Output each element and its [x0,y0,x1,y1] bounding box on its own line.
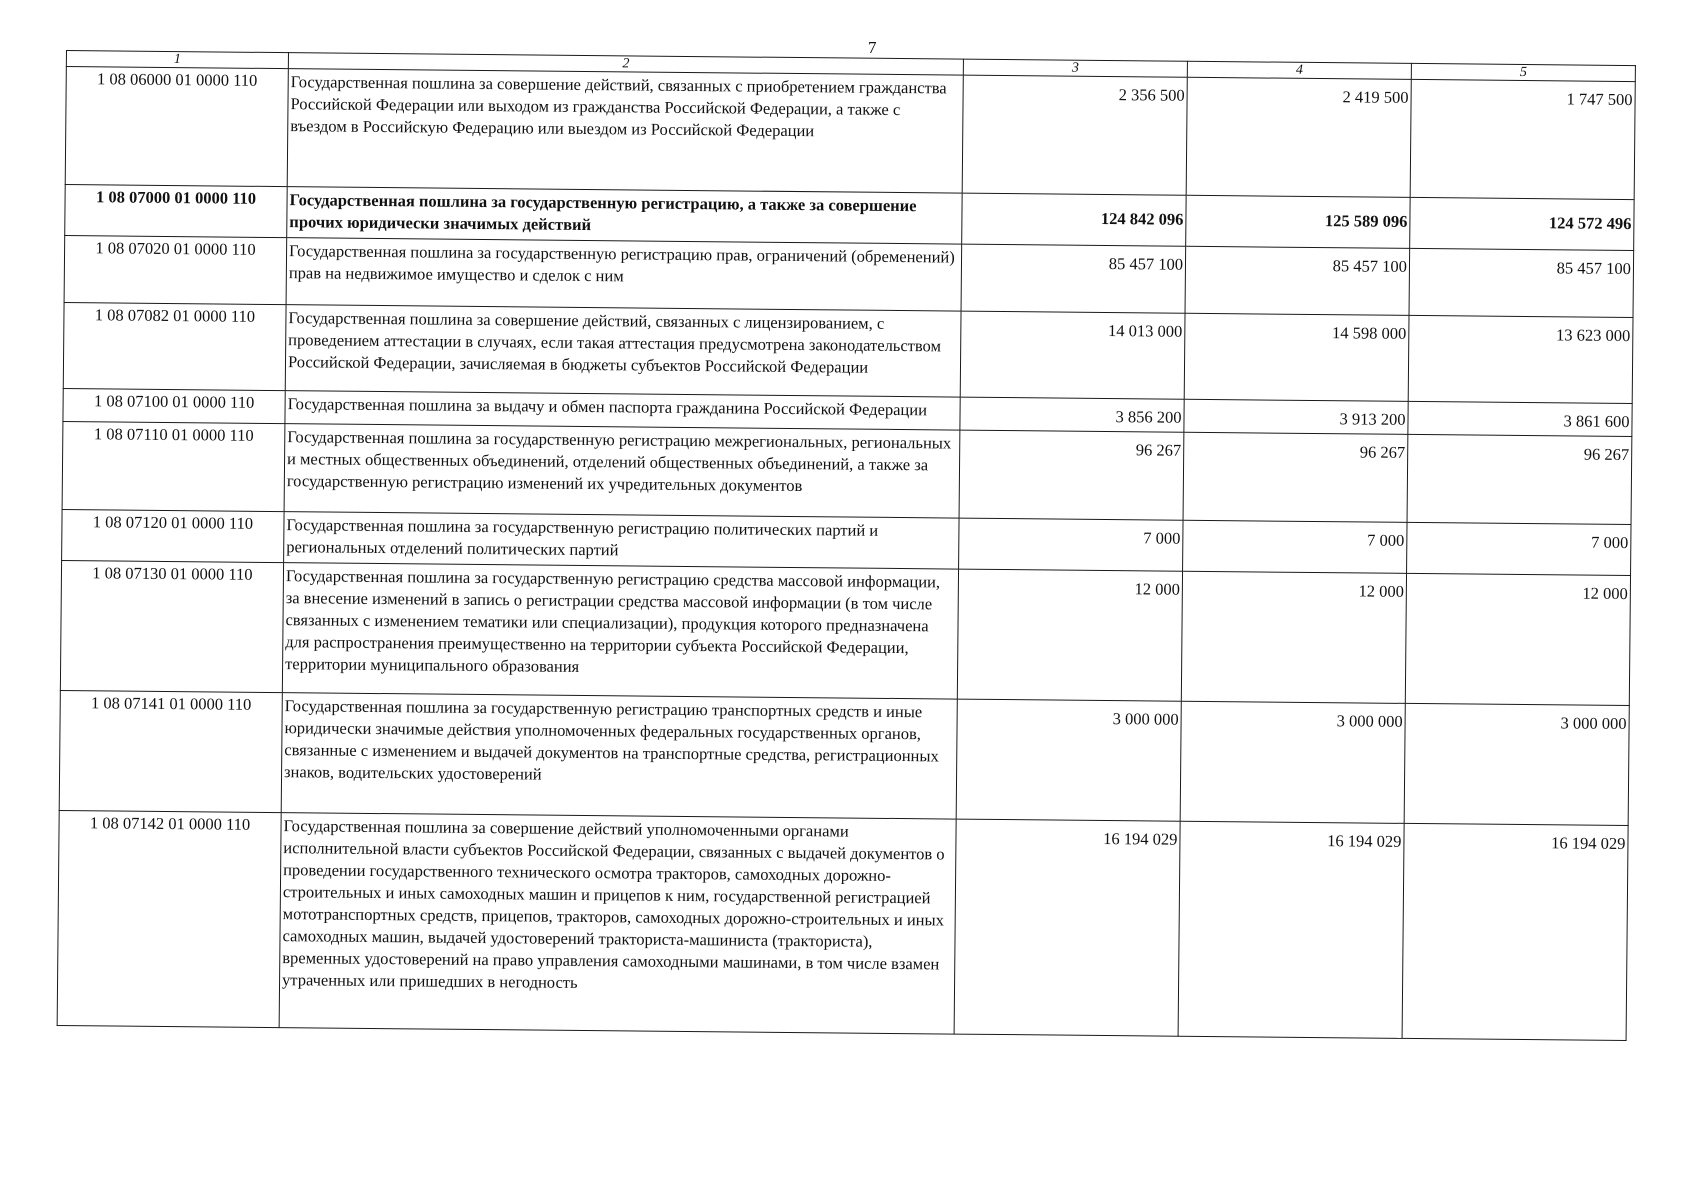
amount-col5-cell: 1 747 500 [1410,79,1635,199]
amount-col4-cell: 16 194 029 [1178,821,1404,1038]
amount-col4-cell: 12 000 [1181,571,1406,703]
budget-code-cell: 1 08 07110 01 0000 110 [62,421,285,511]
budget-code-cell: 1 08 07000 01 0000 110 [65,184,287,237]
amount-col3-cell: 124 842 096 [962,193,1186,246]
amount-col4-cell: 3 000 000 [1180,701,1405,823]
amount-col4-cell: 125 589 096 [1186,195,1410,248]
amount-col5-cell: 3 861 600 [1408,401,1632,436]
amount-col3-cell: 96 267 [959,430,1184,520]
table-row [60,560,1630,705]
revenue-name-cell: Государственная пошлина за государственную регистрацию транспортных средств и иные юридически значимые действия уполномоченных федеральных государственных органов, связанные с изменением и выдачей документов на транспортные средства, регистрационных знаков, водительских удостоверений [281,693,957,819]
revenue-name-cell: Государственная пошлина за государственную регистрацию межрегиональных, региональных и местных общественных объединений, отделений общественных объединений, а также за государственную регистрацию изменений их учредительных документов [284,424,960,518]
revenue-name-cell: Государственная пошлина за государственную регистрацию политических партий и региональных отделений политических партий [284,512,959,569]
column-number-header: 1 [66,51,288,69]
revenue-name-cell: Государственная пошлина за выдачу и обмен паспорта гражданина Российской Федерации [285,391,960,430]
table-row [65,67,1635,200]
amount-col5-cell: 12 000 [1405,573,1630,705]
column-number-header: 2 [288,53,963,75]
amount-col3-cell: 2 356 500 [962,75,1187,195]
budget-code-cell: 1 08 07141 01 0000 110 [59,690,282,812]
table-row [57,810,1628,1040]
table-body [57,67,1635,1041]
table-row [59,690,1629,825]
amount-col3-cell: 16 194 029 [954,819,1180,1036]
amount-col4-cell: 2 419 500 [1186,77,1411,197]
amount-col3-cell: 85 457 100 [961,244,1186,313]
budget-code-cell: 1 08 07082 01 0000 110 [63,302,286,390]
amount-col4-cell: 14 598 000 [1184,313,1409,401]
amount-col3-cell: 3 000 000 [956,699,1181,821]
budget-code-cell: 1 08 07100 01 0000 110 [63,388,285,423]
budget-code-cell: 1 08 06000 01 0000 110 [65,67,288,187]
amount-col3-cell: 3 856 200 [960,397,1184,432]
amount-col3-cell: 7 000 [959,518,1183,571]
amount-col4-cell: 85 457 100 [1185,246,1410,315]
table-row [63,302,1633,403]
revenue-name-cell: Государственная пошлина за совершение действий, связанных с лицензированием, с проведением аттестации в случаях, если такая аттестация предусмотрена законодательством Российской Федерации, зачисляемая в бюджеты субъектов Российской Федерации [285,305,961,397]
amount-col4-cell: 7 000 [1183,520,1407,573]
column-number-header: 4 [1187,61,1411,79]
revenue-name-cell: Государственная пошлина за государственную регистрацию, а также за совершение прочих юридически значимых действий [287,187,962,244]
table-row [62,421,1632,524]
amount-col5-cell: 13 623 000 [1408,315,1633,403]
amount-col5-cell: 7 000 [1407,522,1631,575]
amount-col5-cell: 85 457 100 [1409,248,1634,317]
amount-col5-cell: 16 194 029 [1402,823,1628,1040]
amount-col5-cell: 3 000 000 [1404,703,1629,825]
page-number: 7 [868,38,877,57]
amount-col5-cell: 96 267 [1407,434,1632,524]
amount-col4-cell: 3 913 200 [1184,399,1408,434]
revenue-name-cell: Государственная пошлина за совершение действий, связанных с приобретением гражданства Российской Федерации или выходом из гражданства Российской Федерации, а также с въездом в Российскую Федерацию или выездом из Российской Федерации [287,69,963,193]
column-number-header: 3 [963,59,1187,77]
budget-code-cell: 1 08 07142 01 0000 110 [57,810,281,1027]
budget-code-cell: 1 08 07020 01 0000 110 [64,235,287,304]
budget-code-cell: 1 08 07130 01 0000 110 [60,560,283,692]
amount-col3-cell: 12 000 [957,569,1182,701]
amount-col4-cell: 96 267 [1183,432,1408,522]
budget-revenue-table [57,50,1636,1041]
revenue-name-cell: Государственная пошлина за государственную регистрацию прав, ограничений (обременений) прав на недвижимое имущество и сделок с ним [286,238,962,311]
amount-col5-cell: 124 572 496 [1410,197,1634,250]
column-number-header: 5 [1411,63,1635,81]
revenue-name-cell: Государственная пошлина за государственную регистрацию средства массовой информации, за внесение изменений в запись о регистрации средства массовой информации (в том числе связанных с изменением тематики или специализации), продукция которого предназначена для распространения преимущественно на территории субъекта Российской Федерации, территории муниципального образования [282,563,958,699]
revenue-name-cell: Государственная пошлина за совершение действий уполномоченными органами исполнительной власти субъектов Российской Федерации, связанных с выдачей документов о проведении государственного технического осмотра тракторов, самоходных дорожно-строительных и иных самоходных машин и прицепов к ним, государственной регистрацией мототранспортных средств, прицепов, тракторов, самоходных дорожно-строительных и иных самоходных машин, выдачей удостоверений тракториста-машиниста (тракториста), временных удостоверений на право управления самоходными машинами, в том числе взамен утраченных или пришедших в негодность [279,813,956,1034]
amount-col3-cell: 14 013 000 [960,311,1185,399]
budget-code-cell: 1 08 07120 01 0000 110 [62,509,284,562]
